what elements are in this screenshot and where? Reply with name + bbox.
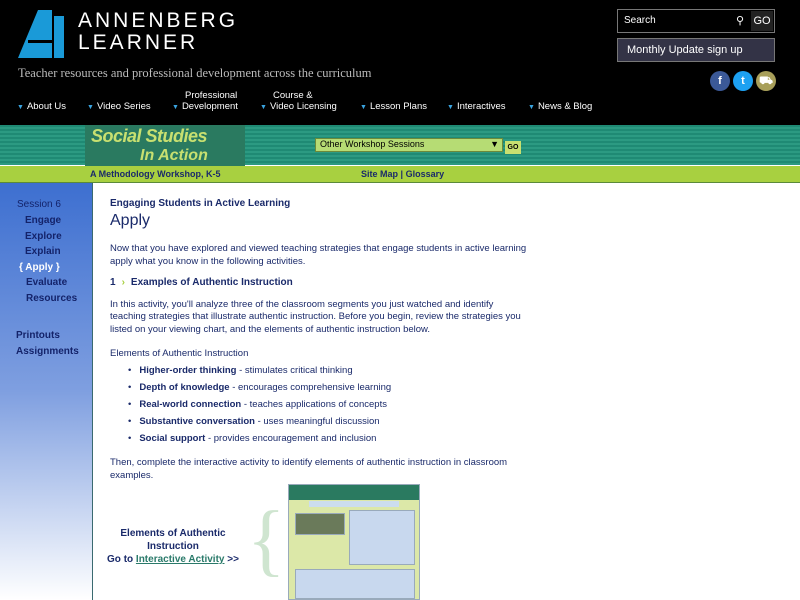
glossary-link[interactable]: Glossary [405, 169, 445, 179]
site-map-link[interactable]: Site Map [361, 169, 399, 179]
nav-about-us[interactable]: ▼ About Us [17, 101, 67, 112]
sidebar-item-explore[interactable]: Explore [25, 231, 62, 242]
sidebar-item-explain[interactable]: Explain [25, 246, 61, 257]
sidebar-item-engage[interactable]: Engage [25, 215, 62, 226]
search-go-button[interactable]: GO [751, 11, 773, 31]
nav-lesson-plans[interactable]: ▼ Lesson Plans [360, 101, 427, 112]
list-item: • Higher-order thinking - stimulates critical thinking [128, 365, 530, 378]
facebook-icon[interactable]: f [710, 71, 730, 91]
sidebar-item-resources[interactable]: Resources [26, 293, 78, 304]
tagline: Teacher resources and professional development across the curriculum [18, 66, 372, 80]
list-item: • Social support - provides encouragement and inclusion [128, 433, 530, 446]
page-title: Apply [110, 211, 151, 229]
main-content [110, 198, 530, 491]
chevron-right-icon: › [121, 277, 125, 288]
workshop-title-2: In Action [140, 147, 208, 164]
sidebar-item-assignments[interactable]: Assignments [16, 346, 79, 357]
elements-list [128, 365, 530, 446]
dropdown-arrow-icon: ▼ [490, 139, 499, 149]
sessions-go-button[interactable]: GO [505, 141, 521, 154]
annenberg-logo[interactable] [18, 10, 66, 58]
nav-interactives[interactable]: ▼ Interactives [447, 101, 506, 112]
workshop-title[interactable]: Social Studies [91, 126, 208, 146]
site-header [0, 0, 800, 125]
sidebar-item-printouts[interactable]: Printouts [16, 330, 60, 341]
interactive-thumbnail[interactable] [288, 484, 420, 600]
nav-professional-development[interactable]: Professional ▼ Development [172, 90, 238, 112]
interactive-callout: Elements of Authentic Instruction Go to Interactive Activity >> [102, 527, 244, 566]
then-text: Then, complete the interactive activity to identify elements of authentic instruction in classroom examples. [110, 457, 508, 481]
list-item: • Real-world connection - teaches applications of concepts [128, 399, 530, 412]
cart-icon[interactable]: ⛟ [756, 71, 776, 91]
nav-video-series[interactable]: ▼ Video Series [87, 101, 151, 112]
nav-course-licensing[interactable]: Course & ▼ Video Licensing [260, 90, 337, 112]
utility-links: Site Map | Glossary [361, 169, 445, 179]
step-heading: 1 › Examples of Authentic Instruction [110, 277, 293, 288]
sidebar-item-evaluate[interactable]: Evaluate [26, 277, 68, 288]
brand-name: ANNENBERG LEARNER [78, 9, 239, 54]
twitter-icon[interactable]: t [733, 71, 753, 91]
search-icon[interactable]: ⚲ [735, 15, 744, 27]
intro-text: Now that you have explored and viewed teaching strategies that engage students in active learning apply what you know in the following activities. [110, 243, 527, 267]
section-kicker: Engaging Students in Active Learning [110, 198, 291, 209]
workshop-sessions-select[interactable]: Other Workshop Sessions ▼ [315, 138, 503, 152]
list-title: Elements of Authentic Instruction [110, 348, 249, 359]
nav-news-blog[interactable]: ▼ News & Blog [528, 101, 593, 112]
interactive-title: Elements of Authentic Instruction [120, 528, 226, 552]
sidebar-item-apply[interactable]: { Apply } [19, 262, 60, 273]
step-text: In this activity, you'll analyze three of the classroom segments you just watched and identify teaching strategies that illustrate authentic instruction. Before you begin, review the strategies you listed on your viewing chart, and the elements of authentic instruction below. [110, 298, 521, 335]
interactive-activity-link[interactable]: Interactive Activity [135, 554, 225, 565]
monthly-update-button[interactable]: Monthly Update sign up [617, 38, 775, 62]
sidebar-session[interactable]: Session 6 [17, 199, 61, 210]
list-item: • Substantive conversation - uses meaningful discussion [128, 416, 530, 429]
list-item: • Depth of knowledge - encourages comprehensive learning [128, 382, 530, 395]
search-input[interactable]: Search ⚲ GO [617, 9, 775, 33]
workshop-subtitle: A Methodology Workshop, K-5 [90, 169, 221, 179]
brace-decoration: { [247, 496, 286, 584]
